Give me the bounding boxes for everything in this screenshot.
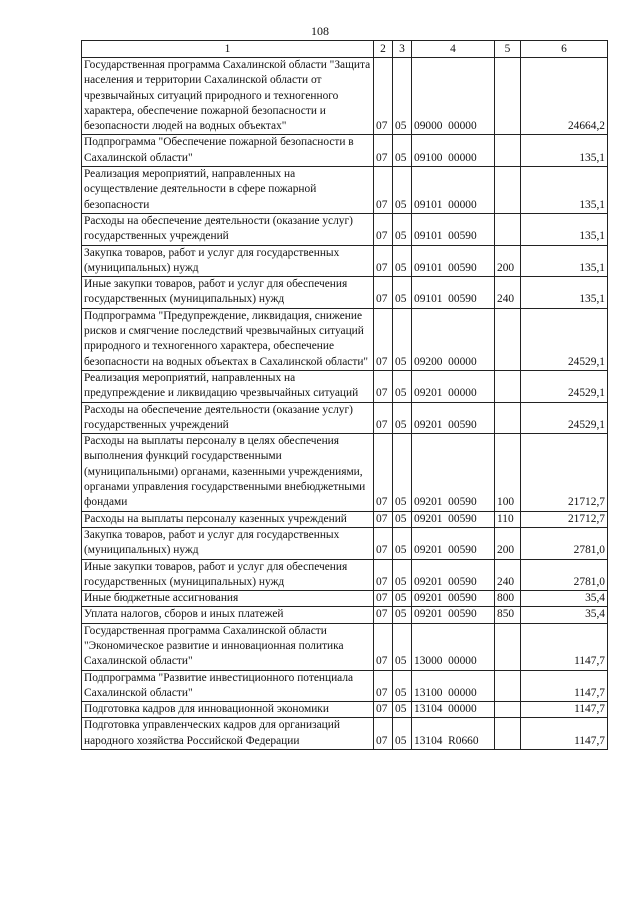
section-code-cell: 07 [374, 370, 393, 402]
section-code-cell: 07 [374, 402, 393, 434]
amount-cell: 24529,1 [521, 402, 608, 434]
subsection-code-cell: 05 [393, 623, 412, 670]
target-article-code-cell: 09101 00000 [412, 167, 495, 214]
target-article-code-cell: 13104 00000 [412, 702, 495, 718]
section-code-cell: 07 [374, 623, 393, 670]
amount-cell: 35,4 [521, 591, 608, 607]
section-code-cell: 07 [374, 58, 393, 135]
amount-cell: 2781,0 [521, 527, 608, 559]
subsection-code-cell: 05 [393, 511, 412, 527]
target-article-code-cell: 09201 00590 [412, 402, 495, 434]
subsection-code-cell: 05 [393, 402, 412, 434]
item-name-cell: Расходы на обеспечение деятельности (оказание услуг) государственных учреждений [82, 402, 374, 434]
section-code-cell: 07 [374, 607, 393, 623]
expense-type-code-cell [495, 718, 521, 750]
expense-type-code-cell [495, 370, 521, 402]
item-name-cell: Подпрограмма "Развитие инвестиционного потенциала Сахалинской области" [82, 670, 374, 702]
item-name-cell: Реализация мероприятий, направленных на осуществление деятельности в сфере пожарной безопасности [82, 167, 374, 214]
section-code-cell: 07 [374, 718, 393, 750]
section-code-cell: 07 [374, 434, 393, 511]
table-row [82, 402, 608, 434]
target-article-code-cell: 09201 00590 [412, 527, 495, 559]
item-name-cell: Иные закупки товаров, работ и услуг для обеспечения государственных (муниципальных) нужд [82, 559, 374, 591]
item-name-cell: Государственная программа Сахалинской области "Экономическое развитие и инновационная политика Сахалинской области" [82, 623, 374, 670]
section-code-cell: 07 [374, 702, 393, 718]
subsection-code-cell: 05 [393, 58, 412, 135]
target-article-code-cell: 09201 00590 [412, 607, 495, 623]
table-row [82, 135, 608, 167]
subsection-code-cell: 05 [393, 135, 412, 167]
subsection-code-cell: 05 [393, 718, 412, 750]
budget-table [81, 40, 608, 750]
section-code-cell: 07 [374, 277, 393, 309]
expense-type-code-cell: 200 [495, 245, 521, 277]
section-code-cell: 07 [374, 591, 393, 607]
table-row [82, 213, 608, 245]
table-row [82, 434, 608, 511]
table-row [82, 58, 608, 135]
section-code-cell: 07 [374, 213, 393, 245]
section-code-cell: 07 [374, 527, 393, 559]
amount-cell: 135,1 [521, 277, 608, 309]
section-code-cell: 07 [374, 167, 393, 214]
amount-cell: 35,4 [521, 607, 608, 623]
subsection-code-cell: 05 [393, 308, 412, 370]
subsection-code-cell: 05 [393, 702, 412, 718]
expense-type-code-cell [495, 670, 521, 702]
amount-cell: 135,1 [521, 245, 608, 277]
subsection-code-cell: 05 [393, 370, 412, 402]
table-row [82, 370, 608, 402]
table-row [82, 718, 608, 750]
target-article-code-cell: 09200 00000 [412, 308, 495, 370]
expense-type-code-cell: 800 [495, 591, 521, 607]
target-article-code-cell: 09000 00000 [412, 58, 495, 135]
target-article-code-cell: 09201 00590 [412, 591, 495, 607]
item-name-cell: Расходы на выплаты персоналу казенных учреждений [82, 511, 374, 527]
item-name-cell: Реализация мероприятий, направленных на предупреждение и ликвидацию чрезвычайных ситуаций [82, 370, 374, 402]
item-name-cell: Подготовка управленческих кадров для организаций народного хозяйства Российской Федерации [82, 718, 374, 750]
page-number: 108 [311, 24, 329, 38]
expense-type-code-cell: 850 [495, 607, 521, 623]
item-name-cell: Государственная программа Сахалинской области "Защита населения и территории Сахалинской области от чрезвычайных ситуаций природного и техногенного характера, обеспечение пожарной безопасности и безопасности людей на водных объектах" [82, 58, 374, 135]
column-header-2: 2 [374, 41, 393, 58]
table-row [82, 702, 608, 718]
section-code-cell: 07 [374, 308, 393, 370]
expense-type-code-cell: 240 [495, 277, 521, 309]
column-header-4: 4 [412, 41, 495, 58]
expense-type-code-cell [495, 623, 521, 670]
expense-type-code-cell [495, 58, 521, 135]
subsection-code-cell: 05 [393, 670, 412, 702]
table-row [82, 607, 608, 623]
amount-cell: 24529,1 [521, 308, 608, 370]
expense-type-code-cell: 110 [495, 511, 521, 527]
section-code-cell: 07 [374, 245, 393, 277]
amount-cell: 1147,7 [521, 702, 608, 718]
item-name-cell: Подпрограмма "Обеспечение пожарной безопасности в Сахалинской области" [82, 135, 374, 167]
table-row [82, 670, 608, 702]
table-row [82, 167, 608, 214]
item-name-cell: Расходы на обеспечение деятельности (оказание услуг) государственных учреждений [82, 213, 374, 245]
table-row [82, 277, 608, 309]
target-article-code-cell: 09201 00000 [412, 370, 495, 402]
expense-type-code-cell [495, 135, 521, 167]
subsection-code-cell: 05 [393, 167, 412, 214]
amount-cell: 24529,1 [521, 370, 608, 402]
subsection-code-cell: 05 [393, 559, 412, 591]
table-row [82, 308, 608, 370]
table-row [82, 559, 608, 591]
table-body [82, 58, 608, 750]
subsection-code-cell: 05 [393, 607, 412, 623]
target-article-code-cell: 09201 00590 [412, 511, 495, 527]
subsection-code-cell: 05 [393, 245, 412, 277]
expense-type-code-cell: 240 [495, 559, 521, 591]
section-code-cell: 07 [374, 511, 393, 527]
subsection-code-cell: 05 [393, 591, 412, 607]
subsection-code-cell: 05 [393, 277, 412, 309]
header-row [82, 41, 608, 58]
expense-type-code-cell [495, 402, 521, 434]
amount-cell: 1147,7 [521, 623, 608, 670]
table-row [82, 591, 608, 607]
subsection-code-cell: 05 [393, 434, 412, 511]
expense-type-code-cell [495, 213, 521, 245]
expense-type-code-cell [495, 308, 521, 370]
expense-type-code-cell: 100 [495, 434, 521, 511]
section-code-cell: 07 [374, 135, 393, 167]
amount-cell: 135,1 [521, 135, 608, 167]
amount-cell: 21712,7 [521, 511, 608, 527]
target-article-code-cell: 13100 00000 [412, 670, 495, 702]
target-article-code-cell: 09201 00590 [412, 559, 495, 591]
subsection-code-cell: 05 [393, 213, 412, 245]
amount-cell: 135,1 [521, 213, 608, 245]
amount-cell: 2781,0 [521, 559, 608, 591]
column-header-1: 1 [82, 41, 374, 58]
column-header-5: 5 [495, 41, 521, 58]
item-name-cell: Иные бюджетные ассигнования [82, 591, 374, 607]
table-row [82, 527, 608, 559]
expense-type-code-cell: 200 [495, 527, 521, 559]
target-article-code-cell: 13000 00000 [412, 623, 495, 670]
amount-cell: 21712,7 [521, 434, 608, 511]
target-article-code-cell: 09101 00590 [412, 213, 495, 245]
section-code-cell: 07 [374, 670, 393, 702]
item-name-cell: Подпрограмма "Предупреждение, ликвидация, снижение рисков и смягчение последствий чрезвычайных ситуаций природного и техногенного характера, обеспечение безопасности на водных объектах в Сахалинской области" [82, 308, 374, 370]
item-name-cell: Подготовка кадров для инновационной экономики [82, 702, 374, 718]
target-article-code-cell: 13104 R0660 [412, 718, 495, 750]
amount-cell: 24664,2 [521, 58, 608, 135]
target-article-code-cell: 09201 00590 [412, 434, 495, 511]
target-article-code-cell: 09101 00590 [412, 277, 495, 309]
amount-cell: 1147,7 [521, 670, 608, 702]
target-article-code-cell: 09100 00000 [412, 135, 495, 167]
item-name-cell: Иные закупки товаров, работ и услуг для обеспечения государственных (муниципальных) нужд [82, 277, 374, 309]
table-row [82, 511, 608, 527]
item-name-cell: Закупка товаров, работ и услуг для государственных (муниципальных) нужд [82, 527, 374, 559]
expense-type-code-cell [495, 167, 521, 214]
section-code-cell: 07 [374, 559, 393, 591]
amount-cell: 135,1 [521, 167, 608, 214]
amount-cell: 1147,7 [521, 718, 608, 750]
table-row [82, 623, 608, 670]
column-header-6: 6 [521, 41, 608, 58]
column-header-3: 3 [393, 41, 412, 58]
subsection-code-cell: 05 [393, 527, 412, 559]
item-name-cell: Уплата налогов, сборов и иных платежей [82, 607, 374, 623]
item-name-cell: Закупка товаров, работ и услуг для государственных (муниципальных) нужд [82, 245, 374, 277]
target-article-code-cell: 09101 00590 [412, 245, 495, 277]
table-row [82, 245, 608, 277]
item-name-cell: Расходы на выплаты персоналу в целях обеспечения выполнения функций государственными (муниципальными) органами, казенными учреждениями, органами управления государственными внебюджетными фондами [82, 434, 374, 511]
expense-type-code-cell [495, 702, 521, 718]
